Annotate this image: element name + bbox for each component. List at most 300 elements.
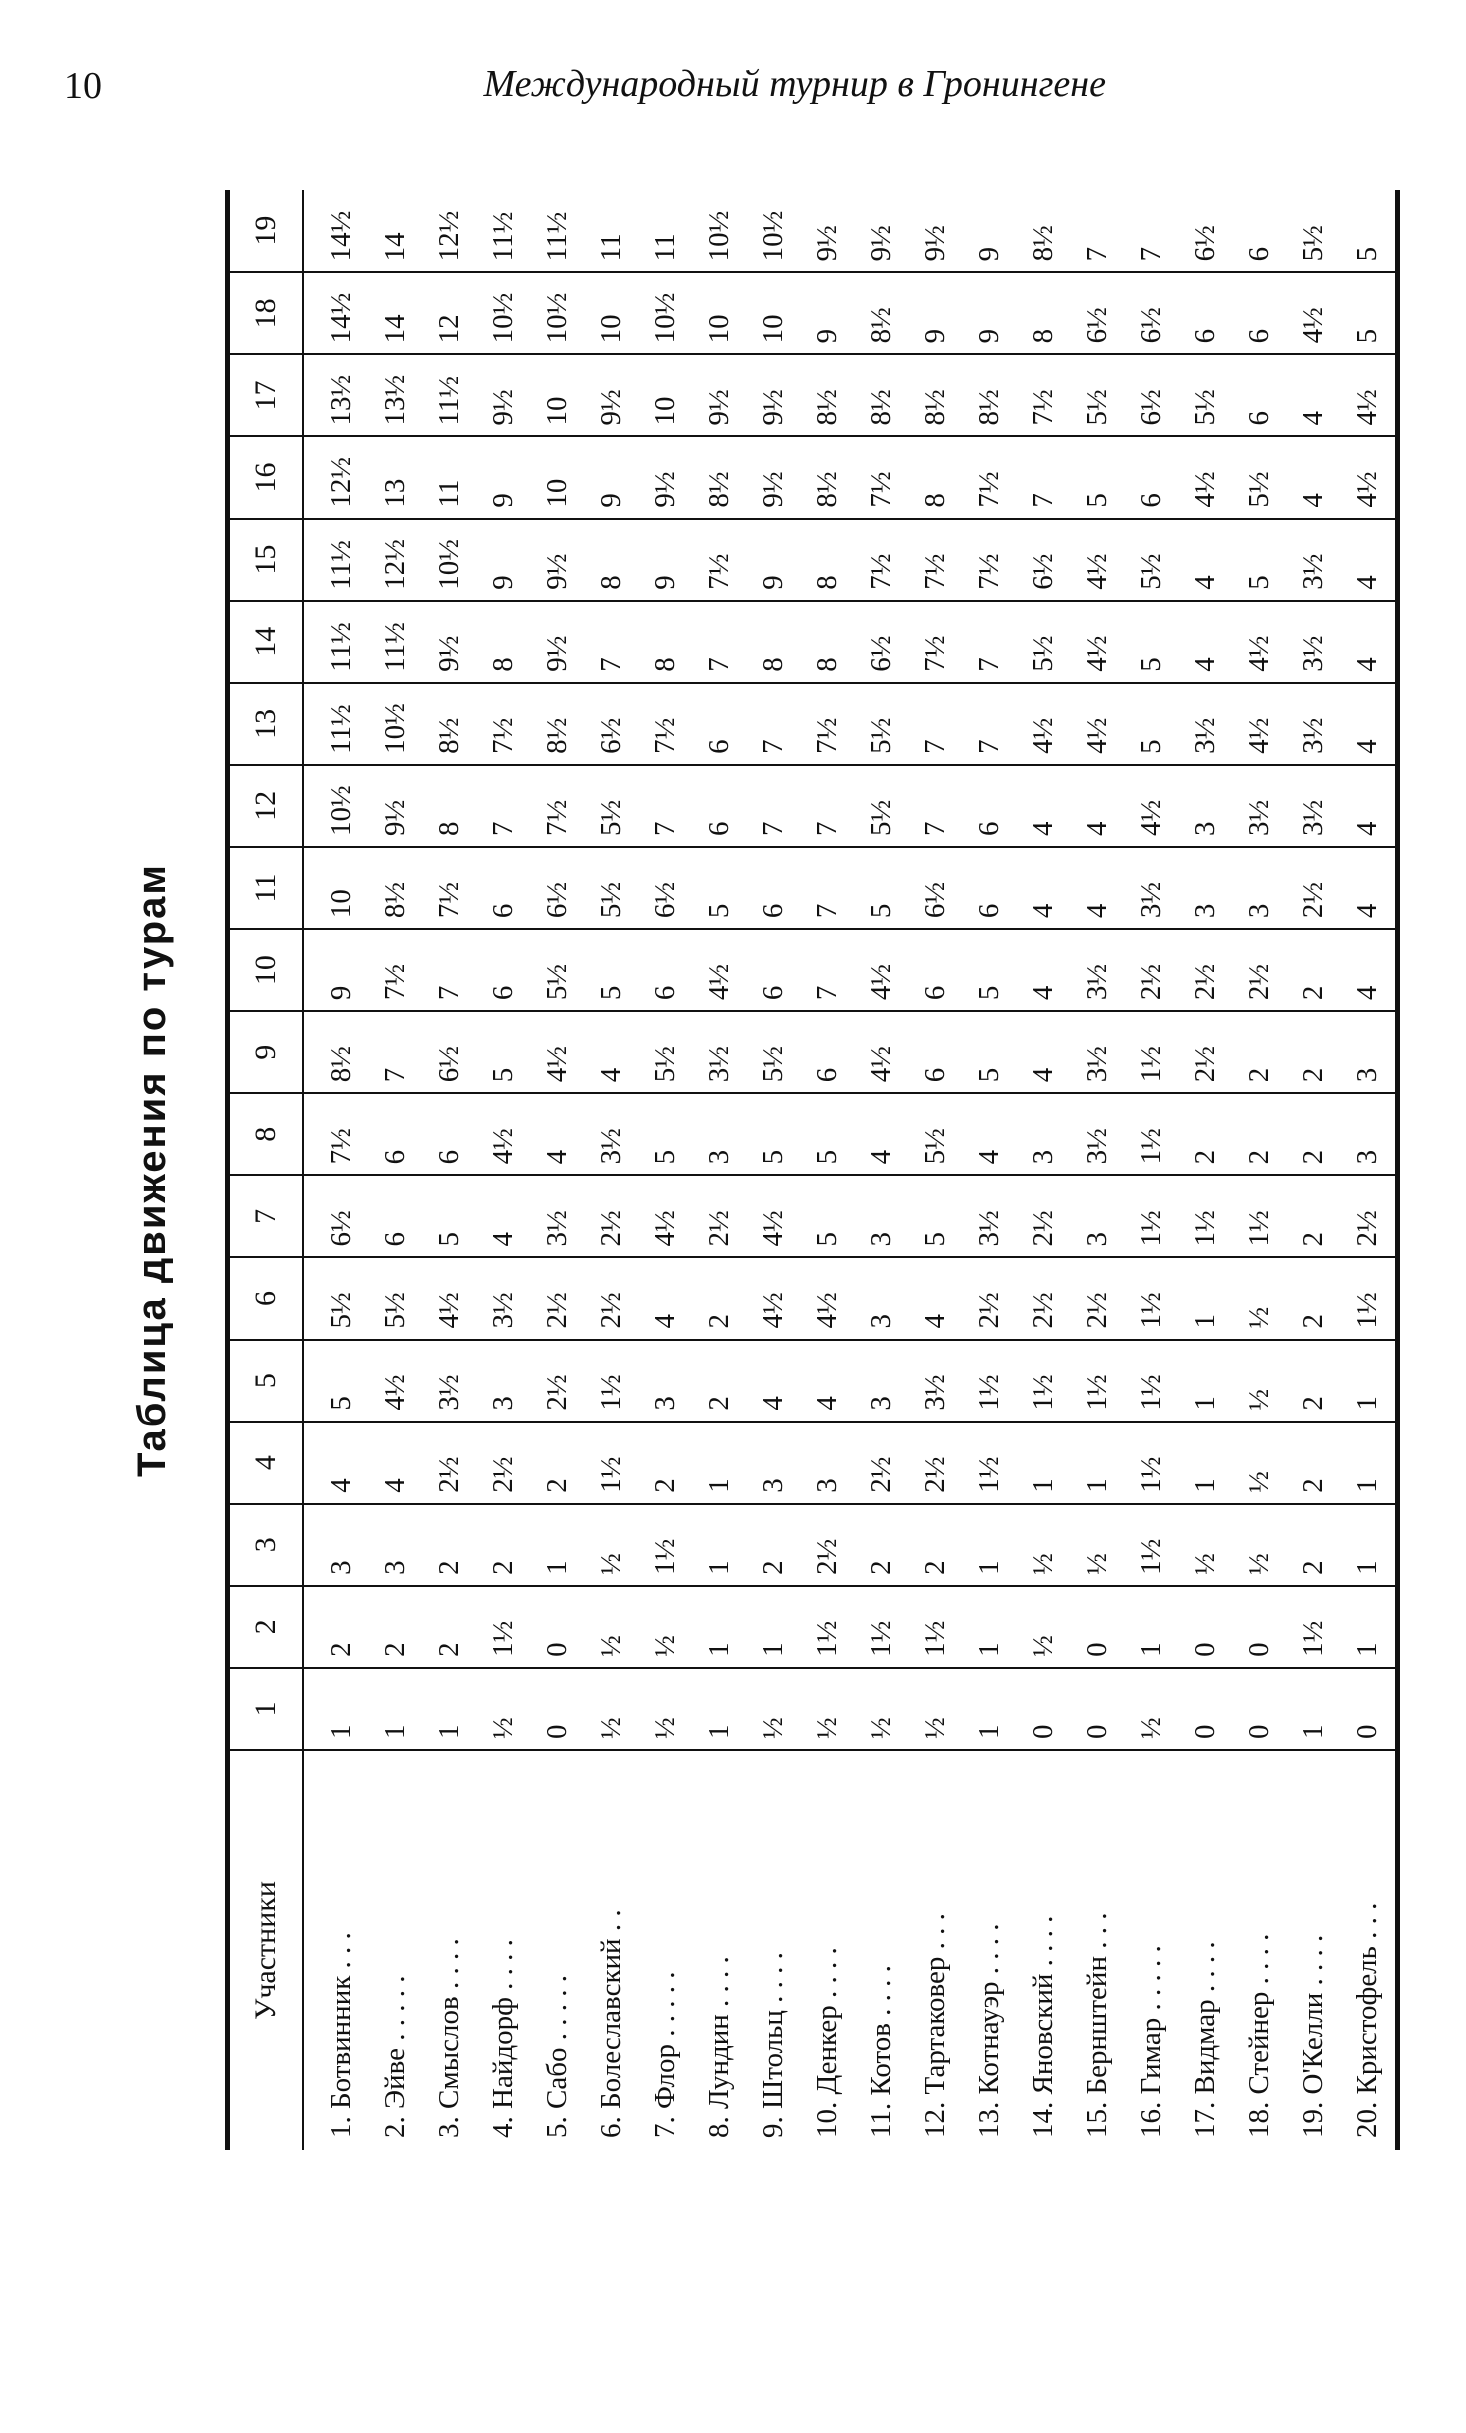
score-cell: 7 xyxy=(963,683,1017,765)
score-cell: 1 xyxy=(303,1668,368,1750)
score-cell: 2 xyxy=(1287,1504,1341,1586)
round-header: 15 xyxy=(228,519,304,601)
score-cell: 1½ xyxy=(1125,1257,1179,1339)
score-cell: 7 xyxy=(368,1011,422,1093)
score-cell: 1½ xyxy=(1233,1175,1287,1257)
score-cell: 10 xyxy=(639,354,693,436)
round-header: 12 xyxy=(228,765,304,847)
score-cell: 5 xyxy=(1233,519,1287,601)
score-cell: 8 xyxy=(801,601,855,683)
score-cell: ½ xyxy=(1179,1504,1233,1586)
round-progress-table xyxy=(225,190,1400,2150)
score-cell: 1½ xyxy=(1341,1257,1398,1339)
score-cell: 2½ xyxy=(693,1175,747,1257)
score-cell: 2½ xyxy=(855,1422,909,1504)
score-cell: 3½ xyxy=(1071,929,1125,1011)
score-cell: ½ xyxy=(801,1668,855,1750)
score-cell: 3½ xyxy=(1071,1093,1125,1175)
score-cell: 3 xyxy=(1341,1093,1398,1175)
score-cell: 5 xyxy=(1341,190,1398,272)
round-header: 4 xyxy=(228,1422,304,1504)
score-cell: 4½ xyxy=(747,1175,801,1257)
score-cell: 4½ xyxy=(639,1175,693,1257)
score-cell: 5½ xyxy=(909,1093,963,1175)
score-cell: 3½ xyxy=(530,1175,584,1257)
score-cell: 6½ xyxy=(303,1175,368,1257)
score-cell: 4½ xyxy=(1071,601,1125,683)
score-cell: 1½ xyxy=(855,1586,909,1668)
score-cell: 2 xyxy=(693,1340,747,1422)
score-cell: 5½ xyxy=(1179,354,1233,436)
score-cell: 13½ xyxy=(303,354,368,436)
score-cell: ½ xyxy=(639,1668,693,1750)
score-cell: 5 xyxy=(693,847,747,929)
score-cell: 0 xyxy=(1071,1668,1125,1750)
score-cell: 4 xyxy=(1341,929,1398,1011)
participant-name: 4. Найдорф . . . . xyxy=(486,1939,519,2138)
score-cell: 2½ xyxy=(585,1257,639,1339)
score-cell: 5½ xyxy=(585,765,639,847)
score-cell: 2 xyxy=(1287,929,1341,1011)
score-cell: 3½ xyxy=(1287,601,1341,683)
score-cell: 9½ xyxy=(909,190,963,272)
score-cell: 7½ xyxy=(303,1093,368,1175)
score-cell: 4 xyxy=(1341,601,1398,683)
score-cell: 4 xyxy=(1071,765,1125,847)
score-cell: 1 xyxy=(1179,1422,1233,1504)
participant-name: 17. Видмар . . . . xyxy=(1189,1941,1222,2138)
score-cell: 8½ xyxy=(530,683,584,765)
score-cell: 5½ xyxy=(855,765,909,847)
score-cell: 7½ xyxy=(909,601,963,683)
table-row xyxy=(909,190,963,2150)
score-cell: 11 xyxy=(639,190,693,272)
round-header: 8 xyxy=(228,1093,304,1175)
table-row xyxy=(585,190,639,2150)
score-cell: 4 xyxy=(1341,847,1398,929)
score-cell: 4½ xyxy=(747,1257,801,1339)
score-cell: 4½ xyxy=(1017,683,1071,765)
score-cell: 8 xyxy=(747,601,801,683)
score-cell: 8½ xyxy=(963,354,1017,436)
score-cell: 1 xyxy=(1017,1422,1071,1504)
score-cell: 2½ xyxy=(585,1175,639,1257)
score-cell: 6½ xyxy=(530,847,584,929)
score-cell: 9 xyxy=(585,437,639,519)
score-cell: 5 xyxy=(801,1093,855,1175)
score-cell: 7½ xyxy=(855,519,909,601)
table-title: Таблица движения по турам xyxy=(130,863,174,1477)
score-cell: 3 xyxy=(303,1504,368,1586)
score-cell: 4 xyxy=(1179,519,1233,601)
score-cell: 4 xyxy=(1017,929,1071,1011)
score-cell: 9½ xyxy=(530,601,584,683)
score-cell: ½ xyxy=(585,1504,639,1586)
round-header: 14 xyxy=(228,601,304,683)
round-header: 13 xyxy=(228,683,304,765)
table-row xyxy=(368,190,422,2150)
score-cell: 13 xyxy=(368,437,422,519)
score-cell: 8 xyxy=(476,601,530,683)
score-cell: 13½ xyxy=(368,354,422,436)
score-cell: 6 xyxy=(476,847,530,929)
participant-name: 9. Штольц . . . . xyxy=(757,1952,790,2138)
score-cell: 7 xyxy=(422,929,476,1011)
score-cell: 6 xyxy=(1233,272,1287,354)
score-cell: 6 xyxy=(422,1093,476,1175)
score-cell: 10½ xyxy=(422,519,476,601)
score-cell: ½ xyxy=(855,1668,909,1750)
score-cell: 3 xyxy=(1233,847,1287,929)
score-cell: 4 xyxy=(855,1093,909,1175)
score-cell: 3 xyxy=(1071,1175,1125,1257)
score-cell: 9½ xyxy=(368,765,422,847)
score-cell: 4 xyxy=(909,1257,963,1339)
score-cell: 8½ xyxy=(693,437,747,519)
score-cell: 9 xyxy=(963,190,1017,272)
score-cell: 5 xyxy=(639,1093,693,1175)
score-cell: 4 xyxy=(1017,1011,1071,1093)
score-cell: 7 xyxy=(801,847,855,929)
score-cell: 6 xyxy=(693,683,747,765)
score-cell: 5½ xyxy=(1017,601,1071,683)
score-cell: 1 xyxy=(747,1586,801,1668)
score-cell: 6½ xyxy=(1071,272,1125,354)
score-cell: 2½ xyxy=(1017,1257,1071,1339)
score-cell: 0 xyxy=(1233,1668,1287,1750)
round-header: 7 xyxy=(228,1175,304,1257)
score-cell: 2 xyxy=(855,1504,909,1586)
score-cell: 3 xyxy=(801,1422,855,1504)
score-cell: 1 xyxy=(693,1422,747,1504)
score-cell: 3½ xyxy=(909,1340,963,1422)
score-cell: 6 xyxy=(1125,437,1179,519)
score-cell: 2½ xyxy=(801,1504,855,1586)
score-cell: 5 xyxy=(963,1011,1017,1093)
score-cell: 5 xyxy=(855,847,909,929)
score-cell: 4 xyxy=(1287,354,1341,436)
score-cell: 3 xyxy=(476,1340,530,1422)
score-cell: 2 xyxy=(1287,1340,1341,1422)
participant-name: 16. Гимар . . . . . xyxy=(1135,1945,1168,2138)
score-cell: 1½ xyxy=(1125,1175,1179,1257)
table-row xyxy=(530,190,584,2150)
table-row xyxy=(1233,190,1287,2150)
score-cell: 0 xyxy=(1341,1668,1398,1750)
score-cell: 2½ xyxy=(530,1257,584,1339)
score-cell: 0 xyxy=(530,1668,584,1750)
score-cell: 7½ xyxy=(1017,354,1071,436)
score-cell: 9 xyxy=(963,272,1017,354)
score-cell: 2½ xyxy=(1179,1011,1233,1093)
score-cell: 5 xyxy=(585,929,639,1011)
score-cell: 1½ xyxy=(1125,1422,1179,1504)
score-cell: 11½ xyxy=(422,354,476,436)
score-cell: 7 xyxy=(585,601,639,683)
score-cell: 7½ xyxy=(909,519,963,601)
score-cell: 8 xyxy=(909,437,963,519)
score-cell: 2 xyxy=(368,1586,422,1668)
score-cell: 7½ xyxy=(530,765,584,847)
score-cell: 10 xyxy=(693,272,747,354)
score-cell: 3½ xyxy=(476,1257,530,1339)
score-cell: 6½ xyxy=(422,1011,476,1093)
table-row xyxy=(1341,190,1398,2150)
score-cell: 7 xyxy=(476,765,530,847)
score-cell: 3 xyxy=(1017,1093,1071,1175)
score-cell: 4½ xyxy=(1233,683,1287,765)
score-cell: 2 xyxy=(422,1586,476,1668)
score-cell: 7½ xyxy=(801,683,855,765)
score-cell: 5 xyxy=(1071,437,1125,519)
score-cell: 2½ xyxy=(963,1257,1017,1339)
score-cell: 2 xyxy=(530,1422,584,1504)
score-cell: 8 xyxy=(1017,272,1071,354)
score-cell: 2 xyxy=(693,1257,747,1339)
score-cell: 4 xyxy=(585,1011,639,1093)
score-cell: 6½ xyxy=(909,847,963,929)
score-cell: 7 xyxy=(747,765,801,847)
participant-name: 3. Смыслов . . . . xyxy=(432,1938,465,2138)
score-cell: 10½ xyxy=(639,272,693,354)
score-cell: 6 xyxy=(909,929,963,1011)
score-cell: 3½ xyxy=(1287,519,1341,601)
score-cell: 6 xyxy=(368,1093,422,1175)
round-header: 5 xyxy=(228,1340,304,1422)
score-cell: 9½ xyxy=(422,601,476,683)
score-cell: 4 xyxy=(368,1422,422,1504)
score-cell: 1 xyxy=(1341,1422,1398,1504)
score-cell: 3 xyxy=(639,1340,693,1422)
score-cell: 5½ xyxy=(1125,519,1179,601)
score-cell: 6 xyxy=(963,765,1017,847)
score-cell: 1½ xyxy=(639,1504,693,1586)
score-cell: 2 xyxy=(1233,1011,1287,1093)
score-cell: 4 xyxy=(801,1340,855,1422)
score-cell: 1½ xyxy=(1017,1340,1071,1422)
score-cell: 4½ xyxy=(368,1340,422,1422)
score-cell: 9½ xyxy=(476,354,530,436)
score-cell: 4 xyxy=(1017,765,1071,847)
score-cell: 4½ xyxy=(693,929,747,1011)
table-row xyxy=(303,190,368,2150)
score-cell: ½ xyxy=(585,1668,639,1750)
score-cell: 1½ xyxy=(963,1422,1017,1504)
score-cell: 5½ xyxy=(639,1011,693,1093)
score-cell: 8½ xyxy=(855,272,909,354)
score-cell: 8 xyxy=(801,519,855,601)
round-header: 6 xyxy=(228,1257,304,1339)
score-cell: 3 xyxy=(1179,847,1233,929)
score-cell: 6 xyxy=(747,929,801,1011)
score-cell: 1½ xyxy=(585,1340,639,1422)
score-cell: ½ xyxy=(1233,1504,1287,1586)
score-cell: 8 xyxy=(639,601,693,683)
table-row xyxy=(1017,190,1071,2150)
score-cell: 4 xyxy=(747,1340,801,1422)
score-cell: 9½ xyxy=(639,437,693,519)
score-cell: 8½ xyxy=(422,683,476,765)
participant-name: 1. Ботвинник . . . xyxy=(324,1932,357,2138)
score-cell: 11½ xyxy=(303,683,368,765)
score-cell: 5½ xyxy=(1233,437,1287,519)
participant-name: 12. Тартаковер . . . xyxy=(919,1913,952,2138)
score-cell: 5 xyxy=(1125,601,1179,683)
score-cell: 5 xyxy=(422,1175,476,1257)
score-cell: 12½ xyxy=(422,190,476,272)
score-cell: 1 xyxy=(693,1504,747,1586)
score-cell: 10½ xyxy=(747,190,801,272)
score-cell: 4½ xyxy=(1341,354,1398,436)
score-cell: 1 xyxy=(693,1586,747,1668)
score-cell: 10½ xyxy=(530,272,584,354)
score-cell: 4½ xyxy=(1233,601,1287,683)
score-cell: 4½ xyxy=(476,1093,530,1175)
score-cell: 5 xyxy=(963,929,1017,1011)
score-cell: 8 xyxy=(585,519,639,601)
score-cell: 10 xyxy=(747,272,801,354)
score-cell: 2 xyxy=(639,1422,693,1504)
score-cell: 10½ xyxy=(693,190,747,272)
score-cell: 0 xyxy=(1179,1586,1233,1668)
table-row xyxy=(1071,190,1125,2150)
score-cell: 3 xyxy=(855,1257,909,1339)
score-cell: 4½ xyxy=(855,1011,909,1093)
score-cell: 10½ xyxy=(476,272,530,354)
score-cell: 2 xyxy=(1233,1093,1287,1175)
score-cell: 4 xyxy=(1287,437,1341,519)
score-cell: 3½ xyxy=(1179,683,1233,765)
score-cell: ½ xyxy=(747,1668,801,1750)
score-cell: 9 xyxy=(303,929,368,1011)
score-cell: 1 xyxy=(368,1668,422,1750)
score-cell: 2½ xyxy=(1125,929,1179,1011)
score-cell: 1½ xyxy=(801,1586,855,1668)
participant-name: 15. Бернштейн . . . xyxy=(1081,1912,1114,2138)
score-cell: 11 xyxy=(422,437,476,519)
score-cell: 5½ xyxy=(747,1011,801,1093)
score-cell: 6½ xyxy=(1125,272,1179,354)
score-cell: 2 xyxy=(1287,1257,1341,1339)
score-cell: 4 xyxy=(963,1093,1017,1175)
score-cell: 5½ xyxy=(855,683,909,765)
score-cell: 1½ xyxy=(963,1340,1017,1422)
score-cell: 4 xyxy=(1341,765,1398,847)
score-cell: 11½ xyxy=(303,601,368,683)
round-header: 1 xyxy=(228,1668,304,1750)
score-cell: 1 xyxy=(530,1504,584,1586)
score-cell: 7 xyxy=(801,929,855,1011)
table-row xyxy=(801,190,855,2150)
score-cell: 5½ xyxy=(303,1257,368,1339)
score-cell: 0 xyxy=(530,1586,584,1668)
score-cell: 8½ xyxy=(855,354,909,436)
score-cell: 4½ xyxy=(1125,765,1179,847)
round-header: 11 xyxy=(228,847,304,929)
score-cell: 7½ xyxy=(368,929,422,1011)
score-cell: ½ xyxy=(639,1586,693,1668)
rotated-table-area xyxy=(130,190,1400,2150)
score-cell: 2½ xyxy=(1071,1257,1125,1339)
table-body xyxy=(303,190,1398,2150)
score-cell: 4½ xyxy=(1071,683,1125,765)
score-cell: 1½ xyxy=(1071,1340,1125,1422)
score-cell: 4½ xyxy=(1341,437,1398,519)
score-cell: ½ xyxy=(1233,1340,1287,1422)
score-cell: 7 xyxy=(693,601,747,683)
score-cell: 3½ xyxy=(963,1175,1017,1257)
score-cell: 2 xyxy=(476,1504,530,1586)
score-cell: ½ xyxy=(909,1668,963,1750)
table-row xyxy=(639,190,693,2150)
score-cell: 5 xyxy=(801,1175,855,1257)
score-cell: 6 xyxy=(1233,190,1287,272)
score-cell: 8½ xyxy=(1017,190,1071,272)
score-cell: 3½ xyxy=(1071,1011,1125,1093)
score-cell: 4½ xyxy=(530,1011,584,1093)
score-cell: 2 xyxy=(747,1504,801,1586)
score-cell: 4 xyxy=(303,1422,368,1504)
score-cell: 6 xyxy=(1233,354,1287,436)
score-cell: 6½ xyxy=(855,601,909,683)
score-cell: 0 xyxy=(1071,1586,1125,1668)
score-cell: 10 xyxy=(530,354,584,436)
score-cell: 1 xyxy=(1179,1257,1233,1339)
score-cell: 14 xyxy=(368,190,422,272)
score-cell: 7½ xyxy=(963,519,1017,601)
score-cell: 3 xyxy=(1341,1011,1398,1093)
score-cell: 9½ xyxy=(801,190,855,272)
score-cell: 3½ xyxy=(1287,683,1341,765)
score-cell: 9½ xyxy=(747,437,801,519)
score-cell: ½ xyxy=(585,1586,639,1668)
score-cell: 7½ xyxy=(422,847,476,929)
score-cell: 2½ xyxy=(1341,1175,1398,1257)
score-cell: 7½ xyxy=(963,437,1017,519)
participant-name: 5. Сабо . . . . . xyxy=(540,1975,573,2138)
table-row xyxy=(855,190,909,2150)
score-cell: 4 xyxy=(1179,601,1233,683)
score-cell: 3 xyxy=(368,1504,422,1586)
participant-name: 11. Котов . . . . xyxy=(865,1965,898,2138)
score-cell: 14½ xyxy=(303,272,368,354)
score-cell: 3 xyxy=(855,1175,909,1257)
score-cell: 1½ xyxy=(1125,1340,1179,1422)
score-cell: 3½ xyxy=(1125,847,1179,929)
score-cell: 1 xyxy=(1179,1340,1233,1422)
page-number: 10 xyxy=(64,65,102,107)
score-cell: 6 xyxy=(368,1175,422,1257)
running-title: Международный турнир в Гронингене xyxy=(483,63,1106,105)
score-cell: 9 xyxy=(476,519,530,601)
score-cell: 9 xyxy=(476,437,530,519)
score-cell: 6 xyxy=(476,929,530,1011)
score-cell: 7 xyxy=(1125,190,1179,272)
score-cell: 1 xyxy=(1341,1340,1398,1422)
score-cell: 0 xyxy=(1017,1668,1071,1750)
score-cell: 1½ xyxy=(1125,1011,1179,1093)
score-cell: ½ xyxy=(1071,1504,1125,1586)
score-cell: 7½ xyxy=(693,519,747,601)
score-cell: 7 xyxy=(963,601,1017,683)
score-cell: 9½ xyxy=(747,354,801,436)
score-cell: 5 xyxy=(909,1175,963,1257)
score-cell: 1 xyxy=(963,1586,1017,1668)
score-cell: 3 xyxy=(855,1340,909,1422)
score-cell: 4 xyxy=(639,1257,693,1339)
score-cell: 1½ xyxy=(476,1586,530,1668)
score-cell: 3 xyxy=(693,1093,747,1175)
